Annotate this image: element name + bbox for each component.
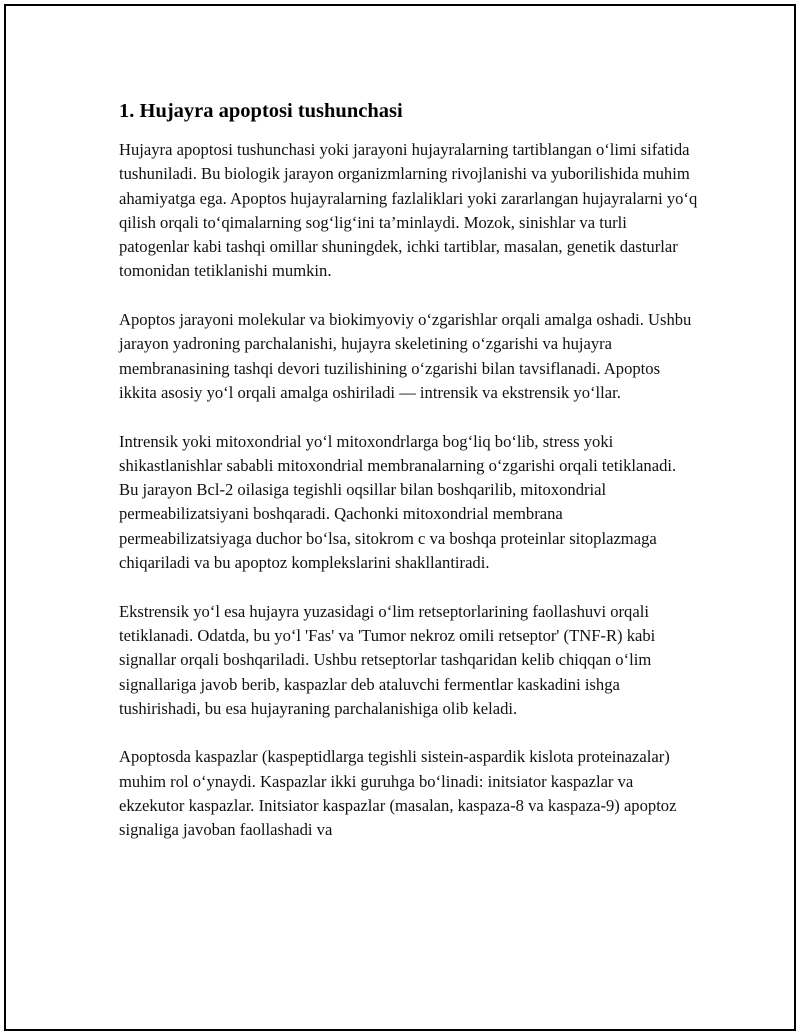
paragraph-5: Apoptosda kaspazlar (kaspeptidlarga tegishli sistein-aspardik kislota proteinazalar) muhim rol o‘ynaydi. Kaspazlar ikki guruhga bo‘linadi: initsiator kaspazlar va ekzekutor kaspazlar. Initsiator kaspazlar (masalan, kaspaza-8 va kaspaza-9) apoptoz signaliga javoban faollashadi va (119, 747, 677, 840)
page-frame (4, 4, 796, 1031)
paragraph-4: Ekstrensik yo‘l esa hujayra yuzasidagi o‘lim retseptorlarining faollashuvi orqali tetiklanadi. Odatda, bu yo‘l 'Fas' va 'Tumor nekroz omili retseptor' (TNF-R) kabi signallar orqali boshqariladi. Ushbu retseptorlar tashqaridan kelib chiqqan o‘lim signallariga javob berib, kaspazlar deb ataluvchi fermentlar kaskadini ishga tushirishadi, bu esa hujayraning parchalanishiga olib keladi. (119, 601, 656, 718)
paragraph-2: Apoptos jarayoni molekular va biokimyoviy o‘zgarishlar orqali amalga oshadi. Ushbu jarayon yadroning parchalanishi, hujayra skeletining o‘zgarishi va hujayra membranasining tashqi devori tuzilishining o‘zgarishi bilan tavsiflanadi. Apoptos ikkita asosiy yo‘l orqali amalga oshiriladi — intrensik va ekstrensik yo‘llar. (119, 310, 692, 402)
document-body (119, 98, 699, 867)
paragraph-1: Hujayra apoptosi tushunchasi yoki jarayoni hujayralarning tartiblangan o‘limi sifatida tushuniladi. Bu biologik jarayon organizmlarning rivojlanishi va yuborilishida muhim ahamiyatga ega. Apoptos hujayralarning fazlaliklari yoki zararlangan hujayralarni yo‘q qilish orqali to‘qimalarning sog‘lig‘ini ta’minlaydi. Mozok, sinishlar va turli patogenlar kabi tashqi omillar shuningdek, ichki tartiblar, masalan, genetik dasturlar tomonidan tetiklanishi mumkin. (119, 140, 698, 281)
paragraph-3: Intrensik yoki mitoxondrial yo‘l mitoxondrlarga bog‘liq bo‘lib, stress yoki shikastlanishlar sababli mitoxondrial membranalarning o‘zgarishi orqali tetiklanadi. Bu jarayon Bcl-2 oilasiga tegishli oqsillar bilan boshqarilib, mitoxondrial permeabilizatsiyani boshqaradi. Qachonki mitoxondrial membrana permeabilizatsiyaga duchor bo‘lsa, sitokrom c va boshqa proteinlar sitoplazmaga chiqariladi va bu apoptoz komplekslarini shakllantiradi. (119, 431, 677, 573)
section-heading: 1. Hujayra apoptosi tushunchasi (119, 100, 403, 122)
